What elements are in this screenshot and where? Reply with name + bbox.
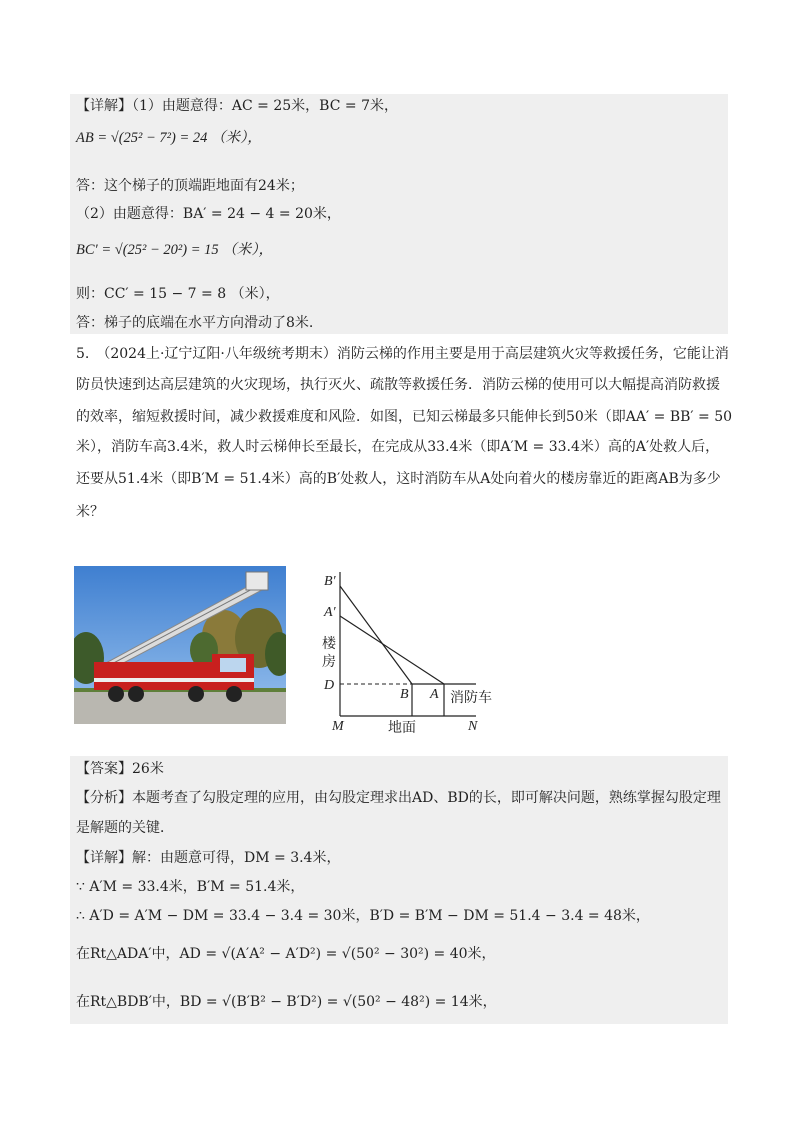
label-b: B: [400, 687, 409, 702]
analysis-line: 是解题的关键．: [76, 820, 174, 836]
label-building-1: 楼: [322, 637, 336, 652]
label-m: M: [332, 719, 344, 734]
problem-line: 米），消防车高3.4米，救人时云梯伸长至最长，在完成从33.4米（即A′M = 33.4米）高的A′处救人后，: [76, 439, 720, 455]
detail-line: ∴ A′D = A′M − DM = 33.4 − 3.4 = 30米，B′D = B′M − DM = 51.4 − 3.4 = 48米，: [76, 908, 650, 924]
answer-line: 答：梯子的底端在水平方向滑动了8米.: [76, 315, 314, 331]
label-n: N: [468, 719, 478, 734]
label-a-prime: A′: [324, 605, 336, 620]
detail-line: 则：CC′ = 15 − 7 = 8 （米），: [76, 286, 280, 302]
label-a: A: [430, 687, 439, 702]
detail-line: 【详解】（1）由题意得：AC = 25米，BC = 7米，: [76, 98, 398, 114]
fire-truck-photo: [74, 566, 286, 724]
label-truck: 消防车: [450, 691, 492, 706]
label-ground: 地面: [388, 721, 416, 736]
formula-line: 在Rt△BDB′中，BD = √(B′B² − B′D²) = √(50² − 48²) = 14米，: [76, 994, 497, 1010]
detail-line: 【详解】解：由题意可得，DM = 3.4米，: [76, 850, 341, 866]
analysis-line: 【分析】本题考查了勾股定理的应用，由勾股定理求出AD、BD的长，即可解决问题，熟练掌握勾股定理: [76, 790, 721, 806]
answer-line: 答：这个梯子的顶端距地面有24米；: [76, 178, 304, 194]
problem-line: 5. （2024上·辽宁辽阳·八年级统考期末）消防云梯的作用主要是用于高层建筑火灾等救援任务，它能让消: [76, 346, 729, 362]
formula-line: AB = √(25² − 7²) = 24 （米），: [76, 130, 262, 146]
detail-line: ∵ A′M = 33.4米，B′M = 51.4米，: [76, 879, 305, 895]
problem-line: 还要从51.4米（即B′M = 51.4米）高的B′处救人，这时消防车从A处向着火的楼房靠近的距离AB为多少: [76, 471, 721, 487]
label-d: D: [324, 678, 335, 693]
answer-line: 【答案】26米: [76, 761, 164, 777]
formula-line: BC′ = √(25² − 20²) = 15 （米），: [76, 242, 273, 258]
detail-line: （2）由题意得：BA′ = 24 − 4 = 20米，: [76, 206, 341, 222]
label-building-2: 房: [322, 655, 336, 670]
problem-line: 米？: [76, 504, 104, 520]
label-b-prime: B′: [324, 574, 336, 589]
problem-line: 的效率，缩短救援时间，减少救援难度和风险．如图，已知云梯最多只能伸长到50米（即AA′ = BB′ = 50: [76, 409, 733, 425]
problem-line: 防员快速到达高层建筑的火灾现场，执行灭火、疏散等救援任务．消防云梯的使用可以大幅提高消防救援: [76, 377, 720, 393]
formula-line: 在Rt△ADA′中，AD = √(A′A² − A′D²) = √(50² − 30²) = 40米，: [76, 946, 496, 962]
ladder-diagram: [318, 556, 508, 736]
